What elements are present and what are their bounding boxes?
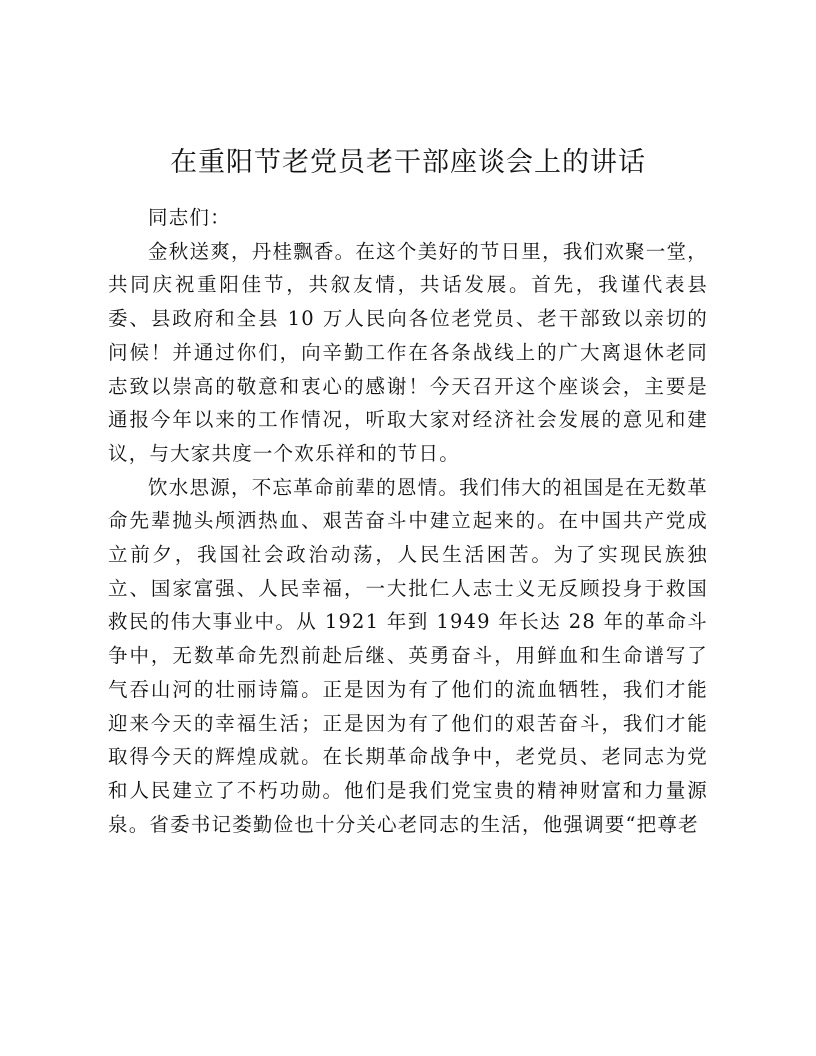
document-page (108, 0, 708, 1056)
paragraph: 金秋送爽，丹桂飘香。在这个美好的节日里，我们欢聚一堂，共同庆祝重阳佳节，共叙友情，共话发展。首先，我谨代表县委、县政府和全县 10 万人民向各位老党员、老干部致以亲切的问候！并通过你们，向辛勤工作在各条战线上的广大离退休老同志致以崇高的敬意和衷心的感谢！今天召开这个座谈会，主要是通报今年以来的工作情况，听取大家对经济社会发展的意见和建议，与大家共度一个欢乐祥和的节日。 (108, 239, 708, 465)
salutation: 同志们： (148, 206, 231, 229)
paragraph: 饮水思源，不忘革命前辈的恩情。我们伟大的祖国是在无数革命先辈抛头颅洒热血、艰苦奋斗中建立起来的。在中国共产党成立前夕，我国社会政治动荡，人民生活困苦。为了实现民族独立、国家富强、人民幸福，一大批仁人志士义无反顾投身于救国救民的伟大事业中。从 1921 年到 1949 年长达 28 年的革命斗争中，无数革命先烈前赴后继、英勇奋斗，用鲜血和生命谱写了气吞山河的壮丽诗篇。正是因为有了他们的流血牺牲，我们才能迎来今天的幸福生活；正是因为有了他们的艰苦奋斗，我们才能取得今天的辉煌成就。在长期革命战争中，老党员、老同志为党和人民建立了不朽功勋。他们是我们党宝贵的精神财富和力量源泉。省委书记娄勤俭也十分关心老同志的生活，他强调要“把尊老 (108, 475, 708, 836)
document-body (108, 201, 708, 841)
document-title: 在重阳节老党员老干部座谈会上的讲话 (170, 147, 646, 178)
